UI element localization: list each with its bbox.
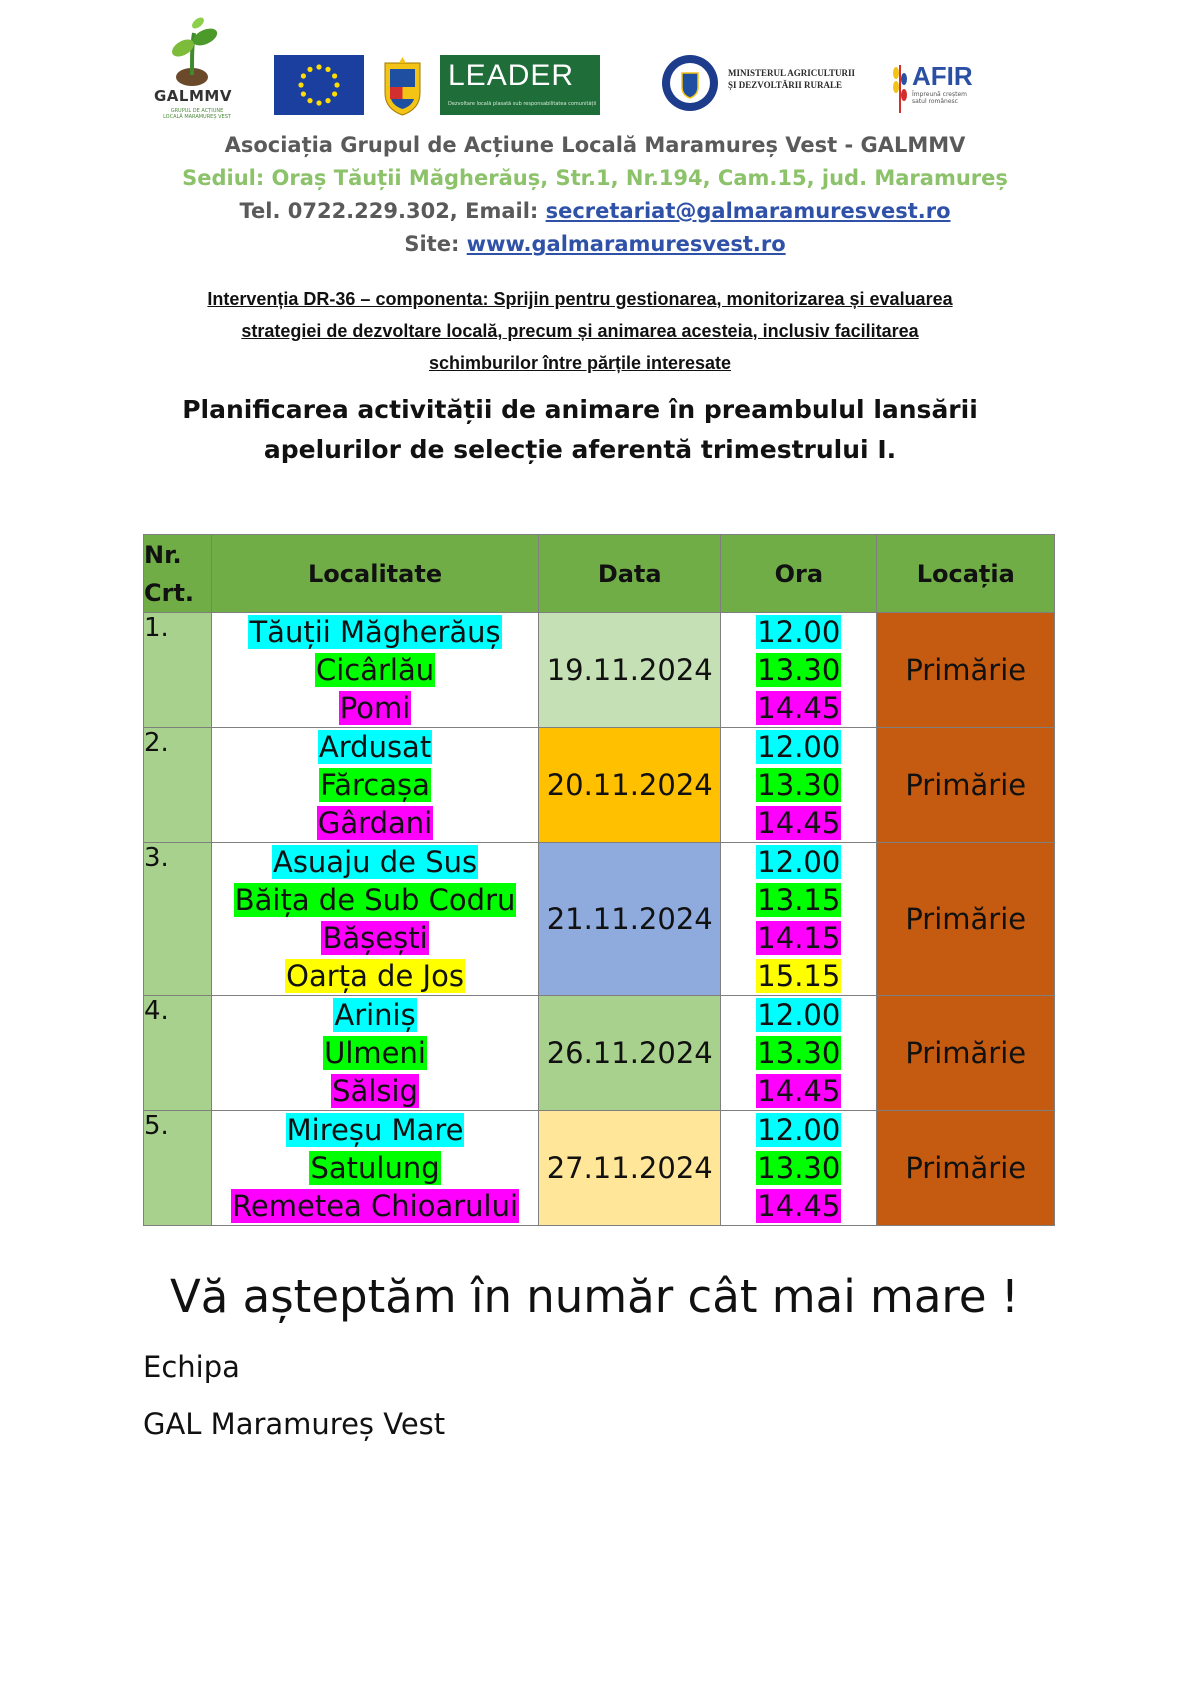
- ministry-logo: [728, 67, 878, 107]
- locatia-cell: Primărie: [877, 613, 1055, 728]
- eu-stars-icon: [274, 55, 364, 115]
- localitate-name: Bășești: [322, 921, 428, 955]
- ora-cell: [721, 843, 877, 996]
- localitate-name: Băița de Sub Codru: [234, 883, 516, 917]
- table-row: [144, 843, 1055, 996]
- closing-message: Vă așteptăm în număr cât mai mare !: [170, 1270, 1019, 1323]
- galmmv-logo-subtitle: GRUPUL DE ACȚIUNE LOCALĂ MARAMUREȘ VEST: [163, 108, 231, 120]
- localitate-name: Sălsig: [332, 1074, 418, 1108]
- leader-logo-subtitle: Dezvoltare locală plasată sub responsabilitatea comunității: [448, 101, 597, 107]
- ora-cell: [721, 1111, 877, 1226]
- localitate-name: Pomi: [339, 691, 411, 725]
- ora-cell: [721, 996, 877, 1111]
- localitate-name: Cicârlău: [315, 653, 435, 687]
- logo-bar: [150, 15, 990, 125]
- header-data: Data: [539, 535, 721, 613]
- signature-organization: GAL Maramureș Vest: [143, 1407, 446, 1441]
- schedule-table: [143, 534, 1055, 1226]
- table-row: [144, 1111, 1055, 1226]
- contact-phone: Tel. 0722.229.302, Email:: [239, 199, 546, 223]
- header-nr-crt: [144, 535, 212, 613]
- email-link[interactable]: secretariat@galmaramuresvest.ro: [545, 199, 951, 223]
- sprout-icon: [150, 15, 245, 87]
- table-row: [144, 613, 1055, 728]
- localitate-cell: [211, 728, 538, 843]
- intervention-title: [150, 283, 1010, 379]
- locatia-cell: Primărie: [877, 843, 1055, 996]
- localitate-name: Ulmeni: [324, 1036, 426, 1070]
- header-locatia: Locația: [877, 535, 1055, 613]
- localitate-name: Gârdani: [317, 806, 433, 840]
- localitate-name: Ardusat: [318, 730, 432, 764]
- leader-logo: [440, 55, 600, 115]
- site-line: [0, 232, 1190, 256]
- site-link[interactable]: www.galmaramuresvest.ro: [466, 232, 786, 256]
- localitate-cell: [211, 843, 538, 996]
- header-crt-line: Crt.: [144, 578, 195, 607]
- plan-title-line: apelurilor de selecție aferentă trimestrului I.: [263, 435, 897, 464]
- localitate-name: Oarța de Jos: [286, 959, 464, 993]
- date-cell: 27.11.2024: [539, 1111, 721, 1226]
- ministry-logo-line1: MINISTERUL AGRICULTURII: [728, 68, 855, 78]
- table-row: [144, 996, 1055, 1111]
- government-seal-logo: [660, 53, 720, 113]
- localitate-cell: [211, 996, 538, 1111]
- association-address: Sediul: Oraș Tăuții Măgherăuș, Str.1, Nr.194, Cam.15, jud. Maramureș: [182, 166, 1008, 190]
- contact-line: [0, 199, 1190, 223]
- leader-logo-title: LEADER: [448, 59, 575, 92]
- plan-title: [150, 390, 1010, 470]
- row-number: 3.: [144, 843, 212, 996]
- afir-logo-subtitle: Împreună creștem satul românesc: [912, 91, 967, 105]
- locatia-cell: Primărie: [877, 1111, 1055, 1226]
- localitate-name: Satulung: [310, 1151, 440, 1185]
- ora-cell: [721, 728, 877, 843]
- date-cell: 21.11.2024: [539, 843, 721, 996]
- localitate-cell: [211, 1111, 538, 1226]
- row-number: 5.: [144, 1111, 212, 1226]
- time-value: 14.45: [757, 806, 841, 840]
- site-prefix: Site:: [404, 232, 467, 256]
- time-value: 15.15: [757, 959, 841, 993]
- government-seal-icon: [660, 53, 720, 113]
- date-cell: 20.11.2024: [539, 728, 721, 843]
- time-value: 13.30: [757, 653, 841, 687]
- time-value: 14.45: [757, 1074, 841, 1108]
- localitate-name: Remetea Chioarului: [232, 1189, 519, 1223]
- intervention-line: schimburilor între părțile interesate: [428, 353, 732, 373]
- header-ora: Ora: [721, 535, 877, 613]
- signature-team: Echipa: [143, 1350, 240, 1384]
- plan-title-line: Planificarea activității de animare în preambulul lansării: [182, 395, 978, 424]
- coat-of-arms-icon: [380, 55, 425, 117]
- locatia-cell: Primărie: [877, 728, 1055, 843]
- time-value: 13.15: [757, 883, 841, 917]
- romania-coat-of-arms-logo: [380, 55, 425, 117]
- date-cell: 26.11.2024: [539, 996, 721, 1111]
- table-row: [144, 728, 1055, 843]
- schedule-table-body: [144, 613, 1055, 1226]
- row-number: 2.: [144, 728, 212, 843]
- localitate-name: Mireșu Mare: [286, 1113, 464, 1147]
- table-header-row: [144, 535, 1055, 613]
- localitate-name: Asuaju de Sus: [272, 845, 478, 879]
- intervention-line: strategiei de dezvoltare locală, precum și animarea acesteia, inclusiv facilitarea: [241, 321, 919, 341]
- time-value: 14.45: [757, 691, 841, 725]
- galmmv-logo-name: GALMMV: [154, 87, 232, 105]
- header-nr-line: Nr.: [144, 540, 182, 569]
- localitate-name: Fărcașa: [320, 768, 430, 802]
- time-value: 14.45: [757, 1189, 841, 1223]
- localitate-name: Ariniș: [334, 998, 416, 1032]
- time-value: 12.00: [757, 998, 841, 1032]
- time-value: 14.15: [757, 921, 841, 955]
- time-value: 13.30: [757, 768, 841, 802]
- row-number: 1.: [144, 613, 212, 728]
- row-number: 4.: [144, 996, 212, 1111]
- localitate-name: Tăuții Măgherăuș: [249, 615, 501, 649]
- locatia-cell: Primărie: [877, 996, 1055, 1111]
- afir-logo-title: AFIR: [912, 61, 973, 91]
- eu-flag-logo: [274, 55, 364, 115]
- afir-wheat-icon: [890, 59, 910, 119]
- date-cell: 19.11.2024: [539, 613, 721, 728]
- afir-logo: [890, 59, 990, 119]
- time-value: 12.00: [757, 730, 841, 764]
- time-value: 13.30: [757, 1151, 841, 1185]
- ministry-logo-line2: ȘI DEZVOLTĂRII RURALE: [728, 80, 843, 90]
- localitate-cell: [211, 613, 538, 728]
- time-value: 12.00: [757, 845, 841, 879]
- intervention-line: Intervenția DR-36 – componenta: Sprijin pentru gestionarea, monitorizarea și evaluarea: [207, 289, 953, 309]
- header-localitate: Localitate: [211, 535, 538, 613]
- ora-cell: [721, 613, 877, 728]
- time-value: 12.00: [757, 1113, 841, 1147]
- time-value: 13.30: [757, 1036, 841, 1070]
- association-name: Asociația Grupul de Acțiune Locală Maramureș Vest - GALMMV: [224, 133, 966, 157]
- time-value: 12.00: [757, 615, 841, 649]
- galmmv-logo: [150, 15, 245, 125]
